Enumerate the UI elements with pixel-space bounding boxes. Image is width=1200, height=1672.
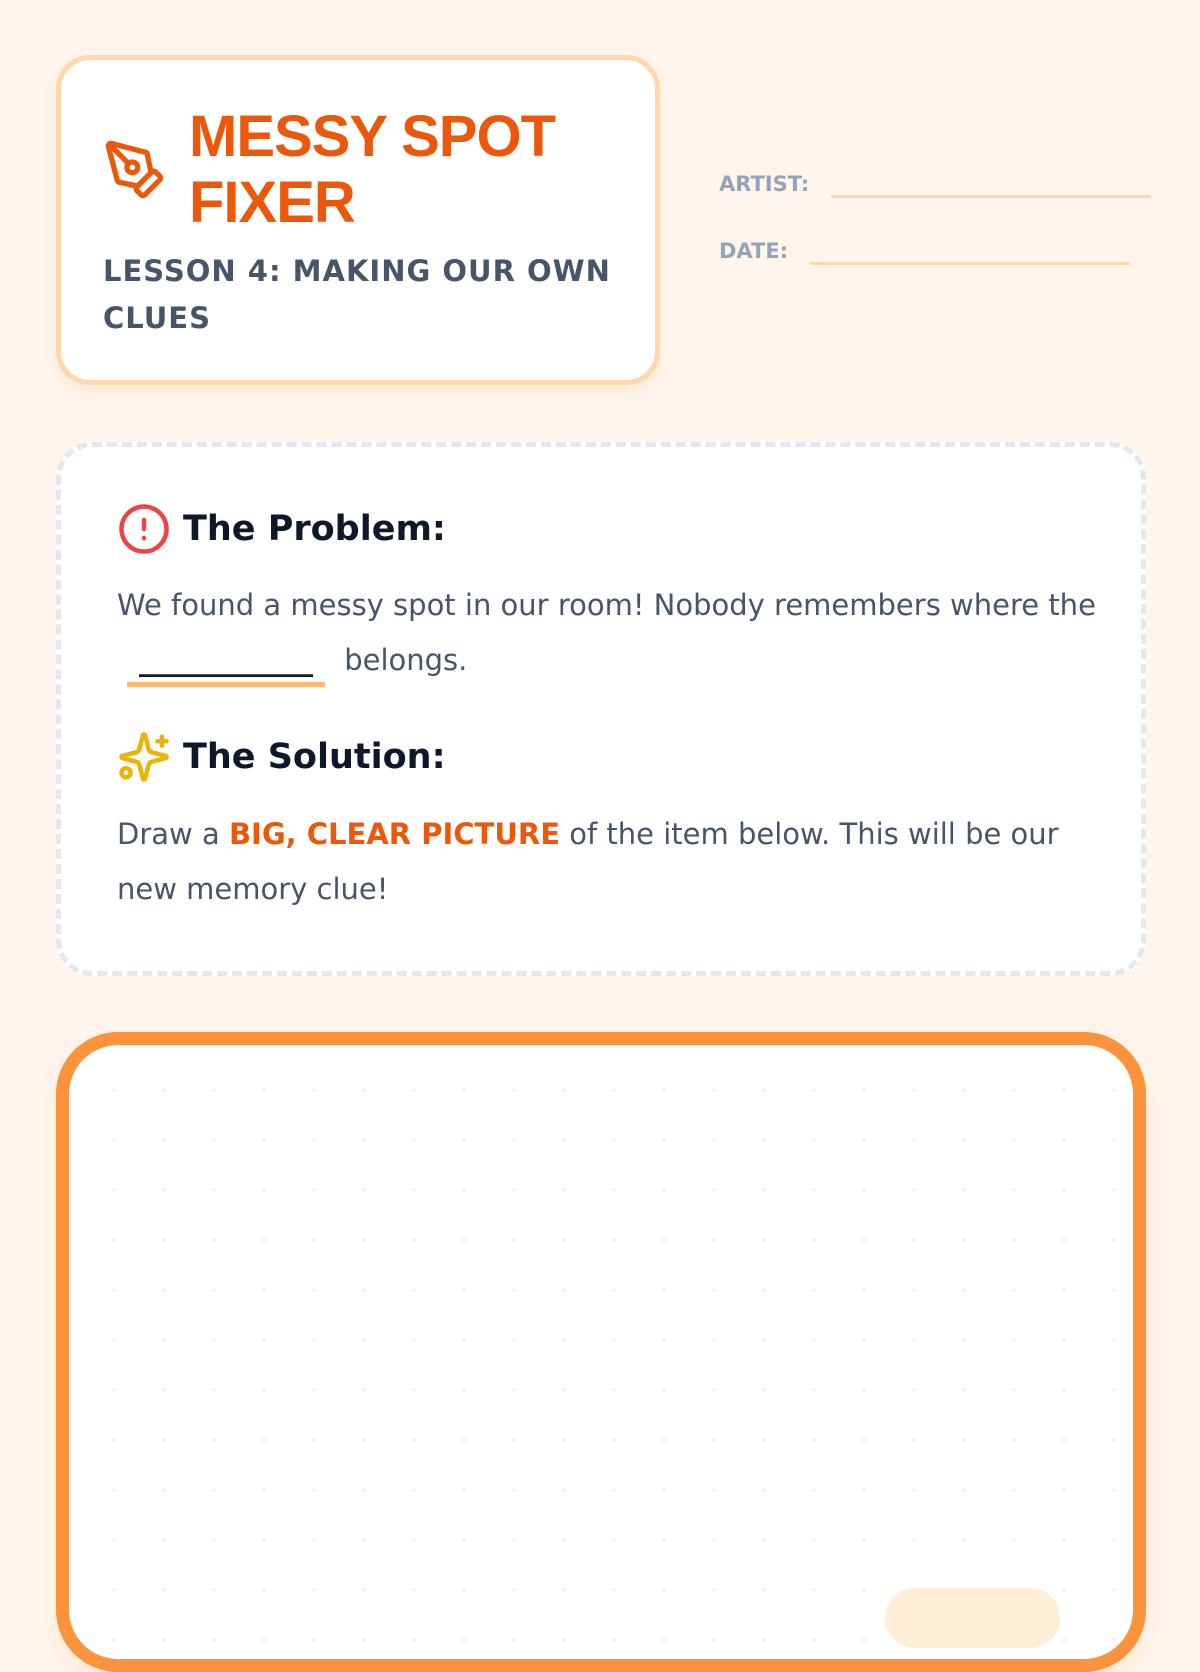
drawing-area[interactable] — [56, 1032, 1146, 1672]
solution-text — [117, 807, 1097, 917]
problem-text — [117, 578, 1097, 688]
problem-heading — [117, 502, 446, 556]
solution-text-before: Draw a — [117, 817, 220, 851]
drawing-area-tag — [885, 1588, 1060, 1648]
date-input-line[interactable] — [810, 262, 1130, 265]
date-field — [719, 239, 1130, 265]
instructions-card — [56, 442, 1146, 976]
problem-text-before: We found a messy spot in our room! Nobody remembers where the — [117, 588, 1096, 622]
pen-tool-icon — [103, 138, 167, 202]
item-blank[interactable]: ____________ — [127, 638, 325, 687]
problem-text-after: belongs. — [344, 643, 468, 677]
artist-input-line[interactable] — [831, 195, 1151, 198]
problem-title: The Problem: — [183, 509, 446, 549]
title-card — [56, 55, 660, 385]
lesson-subtitle: LESSON 4: MAKING OUR OWN CLUES — [103, 254, 611, 335]
sparkles-icon — [117, 730, 171, 784]
alert-circle-icon — [117, 502, 171, 556]
solution-title: The Solution: — [183, 737, 446, 777]
solution-text-after: of the item below. This will be our new memory clue! — [117, 817, 1059, 906]
date-label: DATE: — [719, 239, 789, 263]
solution-highlight: BIG, CLEAR PICTURE — [228, 817, 561, 851]
artist-label: ARTIST: — [719, 172, 810, 196]
solution-heading — [117, 730, 446, 784]
artist-field — [719, 172, 1151, 198]
page-title: MESSY SPOT FIXER — [189, 104, 556, 235]
